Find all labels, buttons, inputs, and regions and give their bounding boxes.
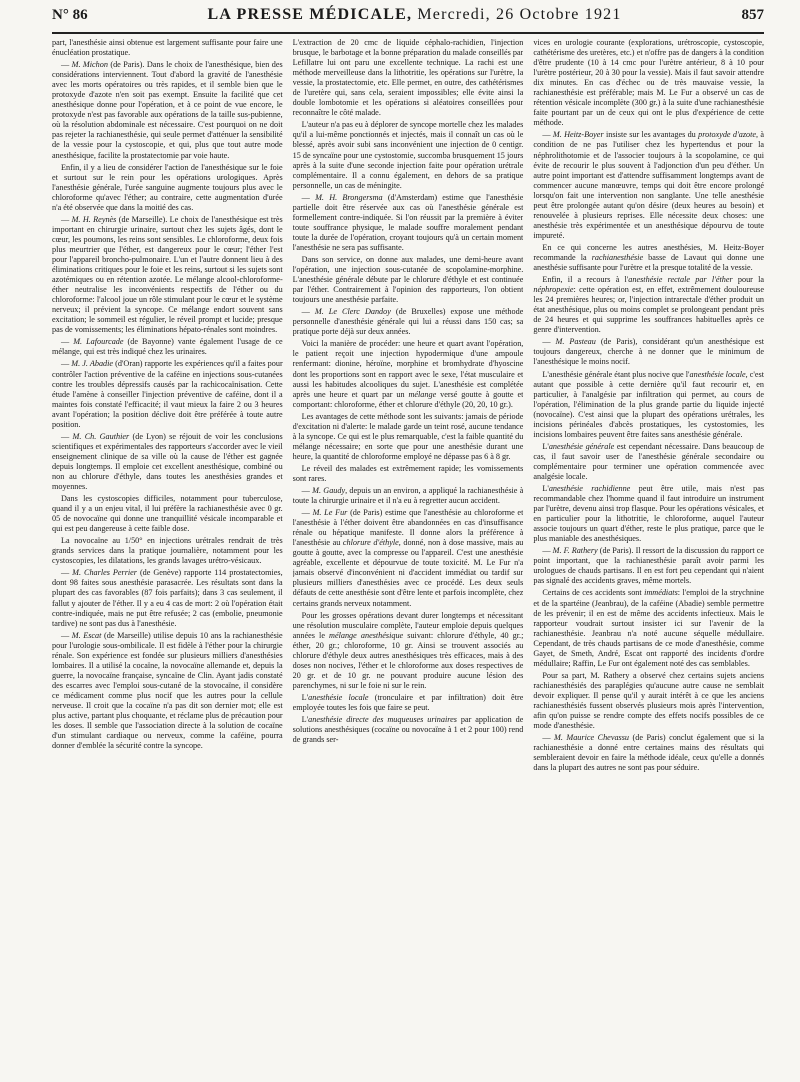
paragraph: Certains de ces accidents sont immédiats: l'emploi de la strychnine et de la spartéine (Jeanbrau), de la caféine (Abadie) semble permettre de les prévenir; il en est de même des accidents infectieux. Mais le rapporteur voudrait surtout insister ici sur l'avenir de la rachianesthésie. Jeanbrau n'a noté aucune séquelle médullaire. Cependant, de très chauds partisans de ce mode d'anesthésie, comme Gayet, de Smeth, André, Escat ont rapporté des incidents d'ordre médullaire; Raffin, Le Fur ont également noté des cas semblables. (533, 588, 764, 668)
paragraph: La novocaïne au 1/50° en injections urétrales rendrait de très grands services dans la pratique journalière, notamment pour les cystoscopies, les dilatations, les grands lavages urétro-vésicaux. (52, 536, 283, 566)
paragraph: — M. Gaudy, depuis un an environ, a appliqué la rachianesthésie à toute la chirurgie urinaire et il n'a eu à regretter aucun accident. (292, 486, 524, 506)
page-header (52, 6, 764, 34)
paragraph: Dans son service, on donne aux malades, une demi-heure avant l'opération, une injection sous-cutanée de scopolamine-morphine. L'anesthésie générale débute par le chlorure d'éthyle et est continuée par l'éther. Contrairement à l'opinion des rapporteurs, l'on obtient toujours une anesthésie parfaite. (292, 254, 524, 305)
paragraph: part, l'anesthésie ainsi obtenue est largement suffisante pour faire une énucléation prostatique. (52, 38, 283, 58)
paragraph: — M. H. Brongersma (d'Amsterdam) estime que l'anesthésie partielle doit être réservée aux cas où l'anesthésie générale est formellement contre-indiquée. Si l'on réussit par la première à éviter toute souffrance physique, le malade souffre moralement pendant toute la durée de l'opération, croyant toujours qu'à un certain moment l'anesthésie ne sera pas suffisante. (292, 192, 524, 252)
column-3 (533, 38, 764, 1078)
paragraph: Le réveil des malades est extrêmement rapide; les vomissements sont rares. (292, 463, 524, 483)
paragraph: Dans les cystoscopies difficiles, notamment pour tuberculose, quand il y a un enjeu vital, il lui préfère la rachianesthésie avec 0 gr. 05 de novocaïne qui donne une tranquillité vésicale incomparable et qui est peu dangereuse à cette faible dose. (52, 494, 283, 534)
paragraph: — M. Le Clerc Dandoy (de Bruxelles) expose une méthode personnelle d'anesthésie générale qui lui a réussi dans 150 cas; sa pratique porte déjà sur deux années. (292, 307, 524, 337)
paragraph: — M. Maurice Chevassu (de Paris) conclut également que si la rachianesthésie a donné entre certaines mains des résultats qui sembleraient devoir en faire la méthode idéale, ceux qu'elle a donnés dans la plupart des autres ne sont pas pour séduire. (533, 733, 764, 773)
paragraph: En ce qui concerne les autres anesthésies, M. Heitz-Boyer recommande la rachianesthésie basse de Lavaut qui donne une anesthésie suffisante pour l'urètre et la presque totalité de la vessie. (533, 242, 764, 273)
issue-number: N° 86 (52, 7, 88, 23)
text-columns (52, 38, 764, 1078)
paragraph: L'anesthésie générale est cependant nécessaire. Dans beaucoup de cas, il faut savoir user de l'anesthésie générale secondaire ou complémentaire pour terminer une opération commencée avec analgésie locale. (533, 441, 764, 481)
journal-name: LA PRESSE MÉDICALE, (207, 6, 413, 23)
paragraph: L'anesthésie directe des muqueuses urinaires par application de solutions anesthésiques (cocaïne ou novocaïne à 1 et 2 pour 100) rend de grands ser- (292, 715, 524, 745)
paragraph: — M. Heitz-Boyer insiste sur les avantages du protoxyde d'azote, à condition de ne pas l'utiliser chez les hypertendus et pour la néphrolithotomie et de l'associer toujours à la scopolamine, ce qui évite de recourir le plus souvent à l'adjonction d'un peu d'éther. Un autre point important est d'attendre suffisamment longtemps avant de commencer aucune manœuvre, temps qui doit être encore prolongé lorsqu'on fait une intervention non sanglante. Une telle anesthésie peut être prolongée autant qu'on désire (deux heures au besoin) et renouvelée à plusieurs reprises. Elle nécessite deux choses: une anesthésie très expérimentée et un anesthésique dépourvu de toute impureté. (533, 130, 764, 240)
paragraph: L'anesthésie rachidienne peut être utile, mais n'est pas recommandable chez l'homme quand il faut introduire un instrument par l'urètre, devenu ainsi trop flasque. Pour les opérations vésicales, et en particulier pour la lithotritie, le chloroforme, auquel l'auteur associe toujours un quart d'éther, reste le plus pratique, parce que le plus maniable des anesthésiques. (533, 484, 764, 544)
issue-date: Mercredi, 26 Octobre 1921 (417, 6, 622, 23)
paragraph: Voici la manière de procéder: une heure et quart avant l'opération, le patient reçoit une injection hypodermique d'une ampoule renfermant: dionine, héroïne, morphine et bromhydrate d'hyoscine dont les proportions sont en rapport avec le sexe, l'état musculaire et aussi les habitudes alcooliques du sujet. L'anesthésie est complétée après une heure et quart par un mélange versé goutte à goutte et comportant: chloroforme, éther et chlorure d'éthyle (20, 20, 10 gr.). (292, 339, 524, 409)
column-2 (293, 38, 524, 1078)
paragraph: L'auteur n'a pas eu à déplorer de syncope mortelle chez les malades qu'il a lui-même ponctionnés et injectés, mais il connaît un cas où le blessé, après avoir subi sans inconvénient une injection de 0 centigr. 15 de syncaïne pour une cystostomie, succomba brusquement 15 jours après à la suite d'une seconde injection faite pour opération urétrale complémentaire. Il a connu également, en dehors de sa pratique personnelle, un cas de méningite. (292, 120, 524, 190)
paragraph: — M. Escat (de Marseille) utilise depuis 10 ans la rachianesthésie pour l'urologie sous-ombilicale. Il est fidèle à l'éther pour la chirurgie rénale. Son expérience est fondée sur plusieurs milliers d'anesthésies lombaires. Il a utilisé la cocaïne, la novocaïne allemande et, depuis la guerre, la novocaïne française, syncaïne de Clin. Ayant jadis constaté des escarres avec l'emploi sous-cutané de la stovocaïne, il considère ce médicament comme plus nocif que les autres pour la cellule nerveuse. Il croit que la cocaïne n'a pas dit son dernier mot; elle est plus active, partant plus choquante, et réclame plus de précaution pour les doses. Il semble que l'association directe à la solution de cocaïne d'un stimulant cardiaque ou nerveux, comme la caféine, pourra donner d'emblée la sécurité contre la syncope. (52, 630, 283, 751)
paragraph: Pour les grosses opérations devant durer longtemps et nécessitant une résolution musculaire complète, l'auteur emploie depuis quelques années le mélange anesthésique suivant: chlorure d'éthyle, 40 gr.; éther, 20 gr.; chloroforme, 10 gr. Ainsi se trouvent associés au chlorure d'éthyle deux autres anesthésiques très efficaces, mais à des doses non nocives, l'éther et le chloroforme aux doses respectives de 20 gr. et de 10 gr. ne pouvant produire aucune lésion des parenchymes, ni sur le foie ni sur le rein. (292, 610, 524, 690)
paragraph: — M. Le Fur (de Paris) estime que l'anesthésie au chloroforme et l'anesthésie à l'éther doivent être abandonnées en cas d'insuffisance rénale ou hépatique manifeste. Il donne alors la préférence à l'anesthésie au chlorure d'éthyle, donné, non à dose massive, mais au goutte à goutte, avec la compresse ou l'appareil. C'est une anesthésie agréable, excellente et dépourvue de toute toxicité. M. Le Fur n'a jamais observé d'inconvénient ni d'accident immédiat ou tardif sur plusieurs milliers d'anesthésies avec ce procédé. Les deux seuls défauts de cette anesthésie sont d'être lente et parfois incomplète, chez certains grands nerveux notamment. (292, 508, 524, 608)
paragraph: — M. Pasteau (de Paris), considérant qu'un anesthésique est toujours dangereux, cherche à ne donner que le minimum de l'anesthésique le moins nocif. (533, 337, 764, 367)
paragraph: — M. Ch. Gauthier (de Lyon) se réjouit de voir les conclusions scientifiques et expérimentales des rapporteurs s'accorder avec le vieil enseignement clinique de sa ville où la cause de l'éther est gagnée depuis longtemps. Il emploie cet excellent anesthésique, combiné ou non au chlorure d'éthyle, dans toutes les anesthésies grandes et moyennes. (52, 431, 283, 492)
journal-masthead (208, 6, 622, 24)
paragraph: — M. Michon (de Paris). Dans le choix de l'anesthésique, bien des considérations interviennent. Tout d'abord la gravité de l'anesthésie avec les morts opératoires ou très rapides, et il semble bien que le protoxyde d'azote n'en soit pas exempt. Ensuite la facilité que cet anesthésique donne pour l'opération, et à ce point de vue encore, le protoxyde n'est pas favorable aux opérations de la taille sus-pubienne, où la résolution abdominale est nécessaire. C'est pourquoi on ne doit pas rejeter la rachianesthésie, qui seule permet d'atténuer la sensibilité de la vessie pour la cystoscopie, et qui, plus que tout autre mode anesthésique, facilite la prostatectomie par voie haute. (52, 60, 283, 160)
paragraph: — M. Charles Perrier (de Genève) rapporte 114 prostatectomies, dont 98 faites sous anesthésie parasacrée. Les résultats sont dans la plupart des cas favorables (87 fois parfaits); dans 3 cas seulement, il fallut y ajouter de l'éther. Il y a eu 4 cas de mort: 2 où l'opération était contre-indiquée, mais ne put être refusée; 2 cas (embolie, pneumonie tardive) ne sont pas dus à l'anesthésie. (52, 568, 283, 628)
paragraph: — M. J. Abadie (d'Oran) rapporte les expériences qu'il a faites pour contrôler l'action préventive de la caféine en injections sous-cutanées contre les troubles dépressifs causés par la rachicocaïnisation. Cette étude l'amène à conseiller l'injection préventive de caféine, dont il a maintes fois constaté l'efficacité; il vaut mieux la faire 2 ou 3 heures avant l'opération; la position déclive doit être préférée à toute autre position. (52, 359, 283, 429)
paragraph: — M. H. Reynès (de Marseille). Le choix de l'anesthésique est très important en chirurgie urinaire, surtout chez les sujets âgés, dont le cœur, les poumons, les reins sont sensibles. Le chloroforme, deux fois plus meurtrier que l'éther, est dangereux pour le cœur; l'éther l'est pour l'appareil broncho-pulmonaire. L'un et l'autre donnent lieu à des éliminations critiques pour le foie et les reins, surtout si les sujets sont azotémiques ou en rétention azotée. Le mélange alcool-chloroforme-éther neutralise les inconvénients respectifs de l'éther ou du chloroforme: l'alcool joue un rôle stimulant pour le cœur et le système nerveux; il prévient la syncope. Ce mélange endort souvent sans excitation; le sommeil est régulier, le réveil prompt et lucide; presque pas de vomissements; les éliminations hépato-rénales sont moindres. (52, 214, 283, 335)
paragraph: L'anesthésie générale étant plus nocive que l'anesthésie locale, c'est autant que possible à cette dernière qu'il faut recourir et, en particulier, à l'analgésie par infiltration qui permet, au cours de l'opération, l'élimination de la plus grande partie du liquide injecté (novocaïne). C'est ainsi que la plupart des opérations urétrales, les incisions périnéales d'abcès prostatiques, les cystostomies, les incisions lombaires peuvent être faites sans anesthésie générale. (533, 369, 764, 439)
paragraph: — M. Lafourcade (de Bayonne) vante également l'usage de ce mélange, qui est très indiqué chez les urinaires. (52, 337, 283, 357)
paragraph: Pour sa part, M. Rathery a observé chez certains sujets anciens rachianesthésiés des paraplégies qu'aucune autre cause ne semblait devoir expliquer. Il pense qu'il y aurait intérêt à ce que les anciens rachianesthésiés fussent observés plusieurs mois après l'intervention, afin qu'on puisse se rendre compte des effets nocifs possibles de ce mode d'anesthésie. (533, 670, 764, 731)
paragraph: L'anesthésie locale (tronculaire et par infiltration) doit être employée toutes les fois que faire se peut. (292, 692, 524, 712)
paragraph: vices en urologie courante (explorations, urétroscopie, cystoscopie, cathétérisme des uretères, etc.) et n'offre pas de dangers à la condition d'être prudente (10 à 14 cmc pour l'urètre antérieur, 8 à 10 pour l'urètre postérieur, 20 à 30 pour la vessie). Mais il faut savoir attendre dix minutes. En cas d'échec ou de très mauvaise vessie, la rachianesthésie est préférable; mais M. Le Fur a observé un cas de rétention vésicale incomplète (300 gr.) à la suite d'une rachianesthésie faite pourtant par un de ceux qui ont le plus d'expérience de cette méthode. (533, 38, 764, 128)
paragraph: Enfin, il y a lieu de considérer l'action de l'anesthésique sur le foie et surtout sur le rein pour les opérations urologiques. Après l'anesthésie générale, l'urée sanguine augmente toujours plus avec le chloroforme qu'avec l'éther; au contraire, cette augmentation d'urée n'a été observée que dans la moitié des cas. (52, 162, 283, 212)
column-1 (52, 38, 283, 1078)
paragraph: L'extraction de 20 cmc de liquide céphalo-rachidien, l'injection brusque, le barbotage et la bonne préparation du malade conseillés par Lefillatre lui ont paru une excellente technique. La rachi est une méthode merveilleuse dans la lithotritie, les opérations sur l'urètre, la vessie, la prostatectomie, etc. Elle permet, en outre, des cathétérismes de l'uretère qui, sans cela, seraient impossibles; elle évite ainsi la double lombotomie et les opérations si aléatoires conseillées pour reconnaître le côté malade. (292, 38, 524, 118)
page-number: 857 (741, 7, 764, 23)
paragraph: — M. F. Rathery (de Paris). Il ressort de la discussion du rapport ce point important, que la rachianesthésie paraît avoir parmi les urologues de chauds partisans. Il en est fort peu cependant qui n'aient pas signalé des accidents graves, même mortels. (533, 546, 764, 586)
paragraph: Enfin, il a recours à l'anesthésie rectale par l'éther pour la néphropexie: cette opération est, en effet, extrêmement douloureuse les 24 premières heures; or, l'injection intrarectale d'éther produit un état anesthésique, plus ou moins complet se prolongeant pendant près de 24 heures et qui supprime les souffrances habituelles après ce genre d'intervention. (533, 275, 764, 335)
paragraph: Les avantages de cette méthode sont les suivants: jamais de période d'excitation ni d'alerte: le malade garde un teint rosé, aucune tendance à la syncope. Ce qui est le plus remarquable, c'est la faible quantité du mélange nécessaire; en sorte que pour une anesthésie durant une heure, la quantité de chloroforme employé ne dépasse pas 6 à 8 gr. (292, 411, 524, 461)
